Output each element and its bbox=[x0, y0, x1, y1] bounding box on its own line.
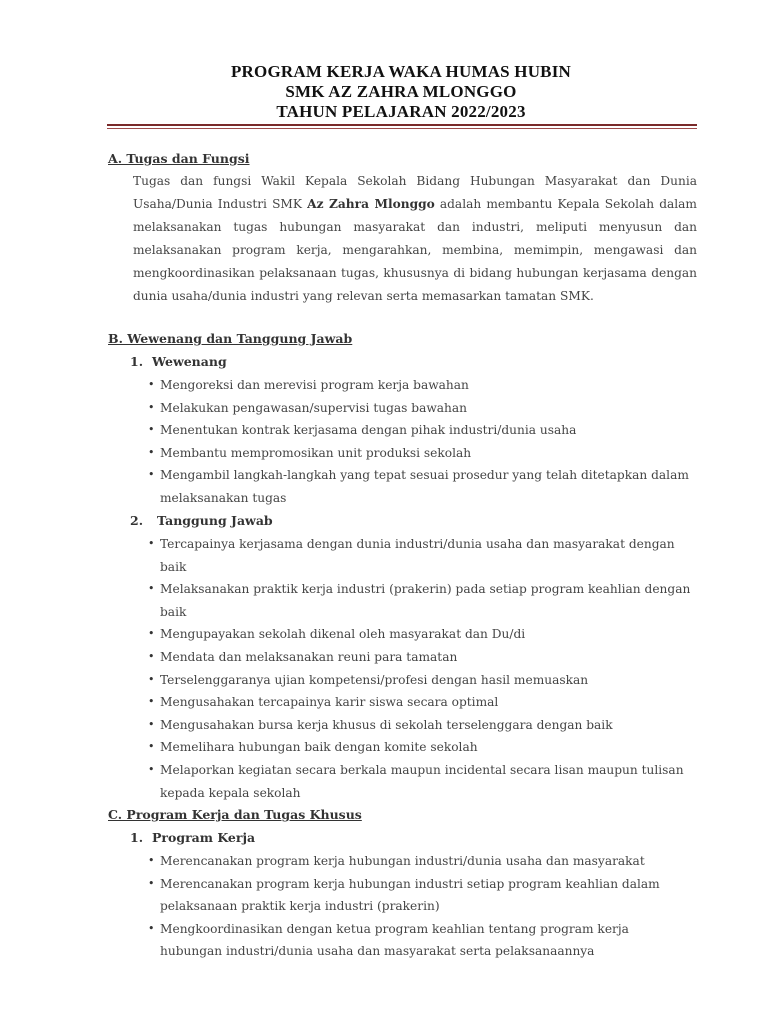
list-item: • Tercapainya kerjasama dengan dunia industri/dunia usaha dan masyarakat dengan baik bbox=[147, 533, 692, 578]
school-name: Az Zahra Mlonggo bbox=[307, 197, 435, 211]
list-item: • Mengupayakan sekolah dikenal oleh masyarakat dan Du/di bbox=[147, 623, 692, 646]
list-item: • Mengusahakan bursa kerja khusus di sekolah terselenggara dengan baik bbox=[147, 714, 692, 737]
list-item: • Merencanakan program kerja hubungan industri setiap program keahlian dalam pelaksanaan praktik kerja industri (prakerin) bbox=[147, 873, 692, 918]
section-c-sub1-title: Program Kerja bbox=[152, 830, 256, 845]
section-c-heading: C. Program Kerja dan Tugas Khusus bbox=[108, 807, 362, 822]
section-a-text-2: adalah membantu Kepala Sekolah dalam melaksanakan tugas hubungan masyarakat dan industri, meliputi menyusun dan melaksanakan program kerja, mengarahkan, membina, memimpin, mengawasi dan mengkoordinasikan pelaksanaan tugas, khususnya di bidang hubungan kerjasama dengan dunia usaha/dunia industri yang relevan serta memasarkan tamatan SMK. bbox=[133, 197, 697, 303]
title-divider bbox=[107, 124, 697, 126]
list-item: • Melakukan pengawasan/supervisi tugas bawahan bbox=[147, 397, 692, 420]
section-b-sub2-title: Tanggung Jawab bbox=[157, 513, 273, 528]
list-item: • Mendata dan melaksanakan reuni para tamatan bbox=[147, 646, 692, 669]
program-kerja-list bbox=[147, 850, 692, 963]
section-a-text-1: Tugas dan fungsi Wakil Kepala Sekolah Bidang Hubungan Masyarakat dan Dunia Usaha/Dunia Industri SMK bbox=[133, 174, 697, 211]
title-line-3: TAHUN PELAJARAN 2022/2023 bbox=[276, 102, 526, 121]
list-item: • Merencanakan program kerja hubungan industri/dunia usaha dan masyarakat bbox=[147, 850, 692, 873]
list-item: • Mengkoordinasikan dengan ketua program keahlian tentang program kerja hubungan industri/dunia usaha dan masyarakat serta pelaksanaannya bbox=[147, 918, 692, 963]
section-c-sub1-number: 1. bbox=[130, 830, 144, 845]
list-item: • Memelihara hubungan baik dengan komite sekolah bbox=[147, 736, 692, 759]
title-line-1: PROGRAM KERJA WAKA HUMAS HUBIN bbox=[230, 62, 572, 81]
section-b-sub2-number: 2. bbox=[130, 513, 144, 528]
list-item: • Mengusahakan tercapainya karir siswa secara optimal bbox=[147, 691, 692, 714]
wewenang-list bbox=[147, 374, 692, 510]
list-item: • Mengambil langkah-langkah yang tepat sesuai prosedur yang telah ditetapkan dalam melaksanakan tugas bbox=[147, 464, 692, 509]
tanggung-jawab-list bbox=[147, 533, 692, 804]
list-item: • Menentukan kontrak kerjasama dengan pihak industri/dunia usaha bbox=[147, 419, 692, 442]
section-a-paragraph bbox=[133, 170, 697, 308]
document-title bbox=[0, 62, 768, 122]
list-item: • Membantu mempromosikan unit produksi sekolah bbox=[147, 442, 692, 465]
section-b-sub1-title: Wewenang bbox=[152, 354, 227, 369]
title-line-2: SMK AZ ZAHRA MLONGGO bbox=[285, 82, 517, 101]
list-item: • Mengoreksi dan merevisi program kerja bawahan bbox=[147, 374, 692, 397]
title-divider-thin bbox=[107, 128, 697, 129]
section-b-heading: B. Wewenang dan Tanggung Jawab bbox=[108, 331, 353, 346]
list-item: • Melaporkan kegiatan secara berkala maupun incidental secara lisan maupun tulisan kepada kepala sekolah bbox=[147, 759, 692, 804]
section-b-sub1-number: 1. bbox=[130, 354, 144, 369]
list-item: • Terselenggaranya ujian kompetensi/profesi dengan hasil memuaskan bbox=[147, 669, 692, 692]
section-a-heading: A. Tugas dan Fungsi bbox=[108, 151, 250, 166]
list-item: • Melaksanakan praktik kerja industri (prakerin) pada setiap program keahlian dengan baik bbox=[147, 578, 692, 623]
